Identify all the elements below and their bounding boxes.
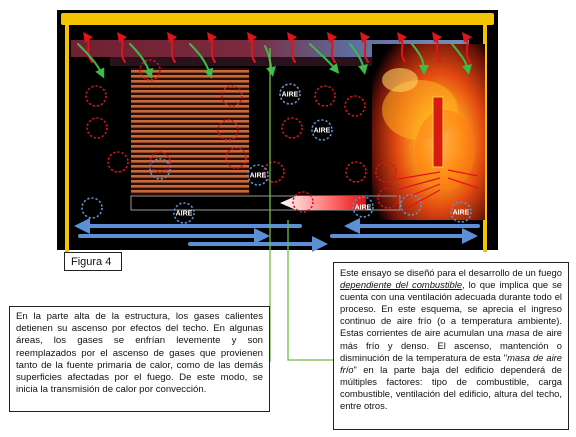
- right-text-part-3: de aire más frío y denso. El ascenso, mantención o disminución de la temperatura de esta ": [340, 327, 562, 363]
- right-text-part-4: " en la parte baja del edificio dependerá de múltiples factores: tipo de combustible, carga combustible, ventilación del edificio, altura del techo, entre otros.: [340, 363, 562, 412]
- figure-label: Figura 4: [64, 252, 122, 271]
- right-description: [333, 262, 569, 430]
- air-label: AIRE: [249, 172, 267, 180]
- left-column: [65, 25, 69, 252]
- wood-crib: [131, 68, 249, 195]
- right-text-emphasis-2: masa: [506, 327, 530, 339]
- roof-beam: [61, 13, 494, 25]
- air-label: AIRE: [354, 204, 372, 212]
- right-text-emphasis-1: dependiente del combustible: [340, 279, 463, 291]
- right-text-part-1: Este ensayo se diseñó para el desarrollo de un fuego: [340, 267, 562, 278]
- left-description: En la parte alta de la estructura, los gases calientes detienen su ascenso por efectos del techo. En algunas áreas, los gases se enfrían levemente y son reemplazados por el ascenso de gases que provienen tanto de la fuente primaria de calor, como de las demás superficies afectadas por el fuego. De este modo, se inicia la transmisión de calor por convección.: [9, 306, 270, 412]
- air-label: AIRE: [313, 127, 331, 135]
- ceiling-gas-layer-lower: [110, 57, 390, 66]
- air-label: AIRE: [281, 91, 299, 99]
- right-text-emphasis-3: masa de aire frío: [340, 351, 562, 375]
- right-text-part-2: , lo que implica que se cuenta con una ventilación adecuada durante todo el proceso. En este esquema, se aprecia el ingreso continuo de aire frío (o a temperatura ambiente). Estas corrientes de aire acumulan una: [340, 279, 562, 339]
- air-label: AIRE: [175, 210, 193, 218]
- air-label: AIRE: [452, 209, 470, 217]
